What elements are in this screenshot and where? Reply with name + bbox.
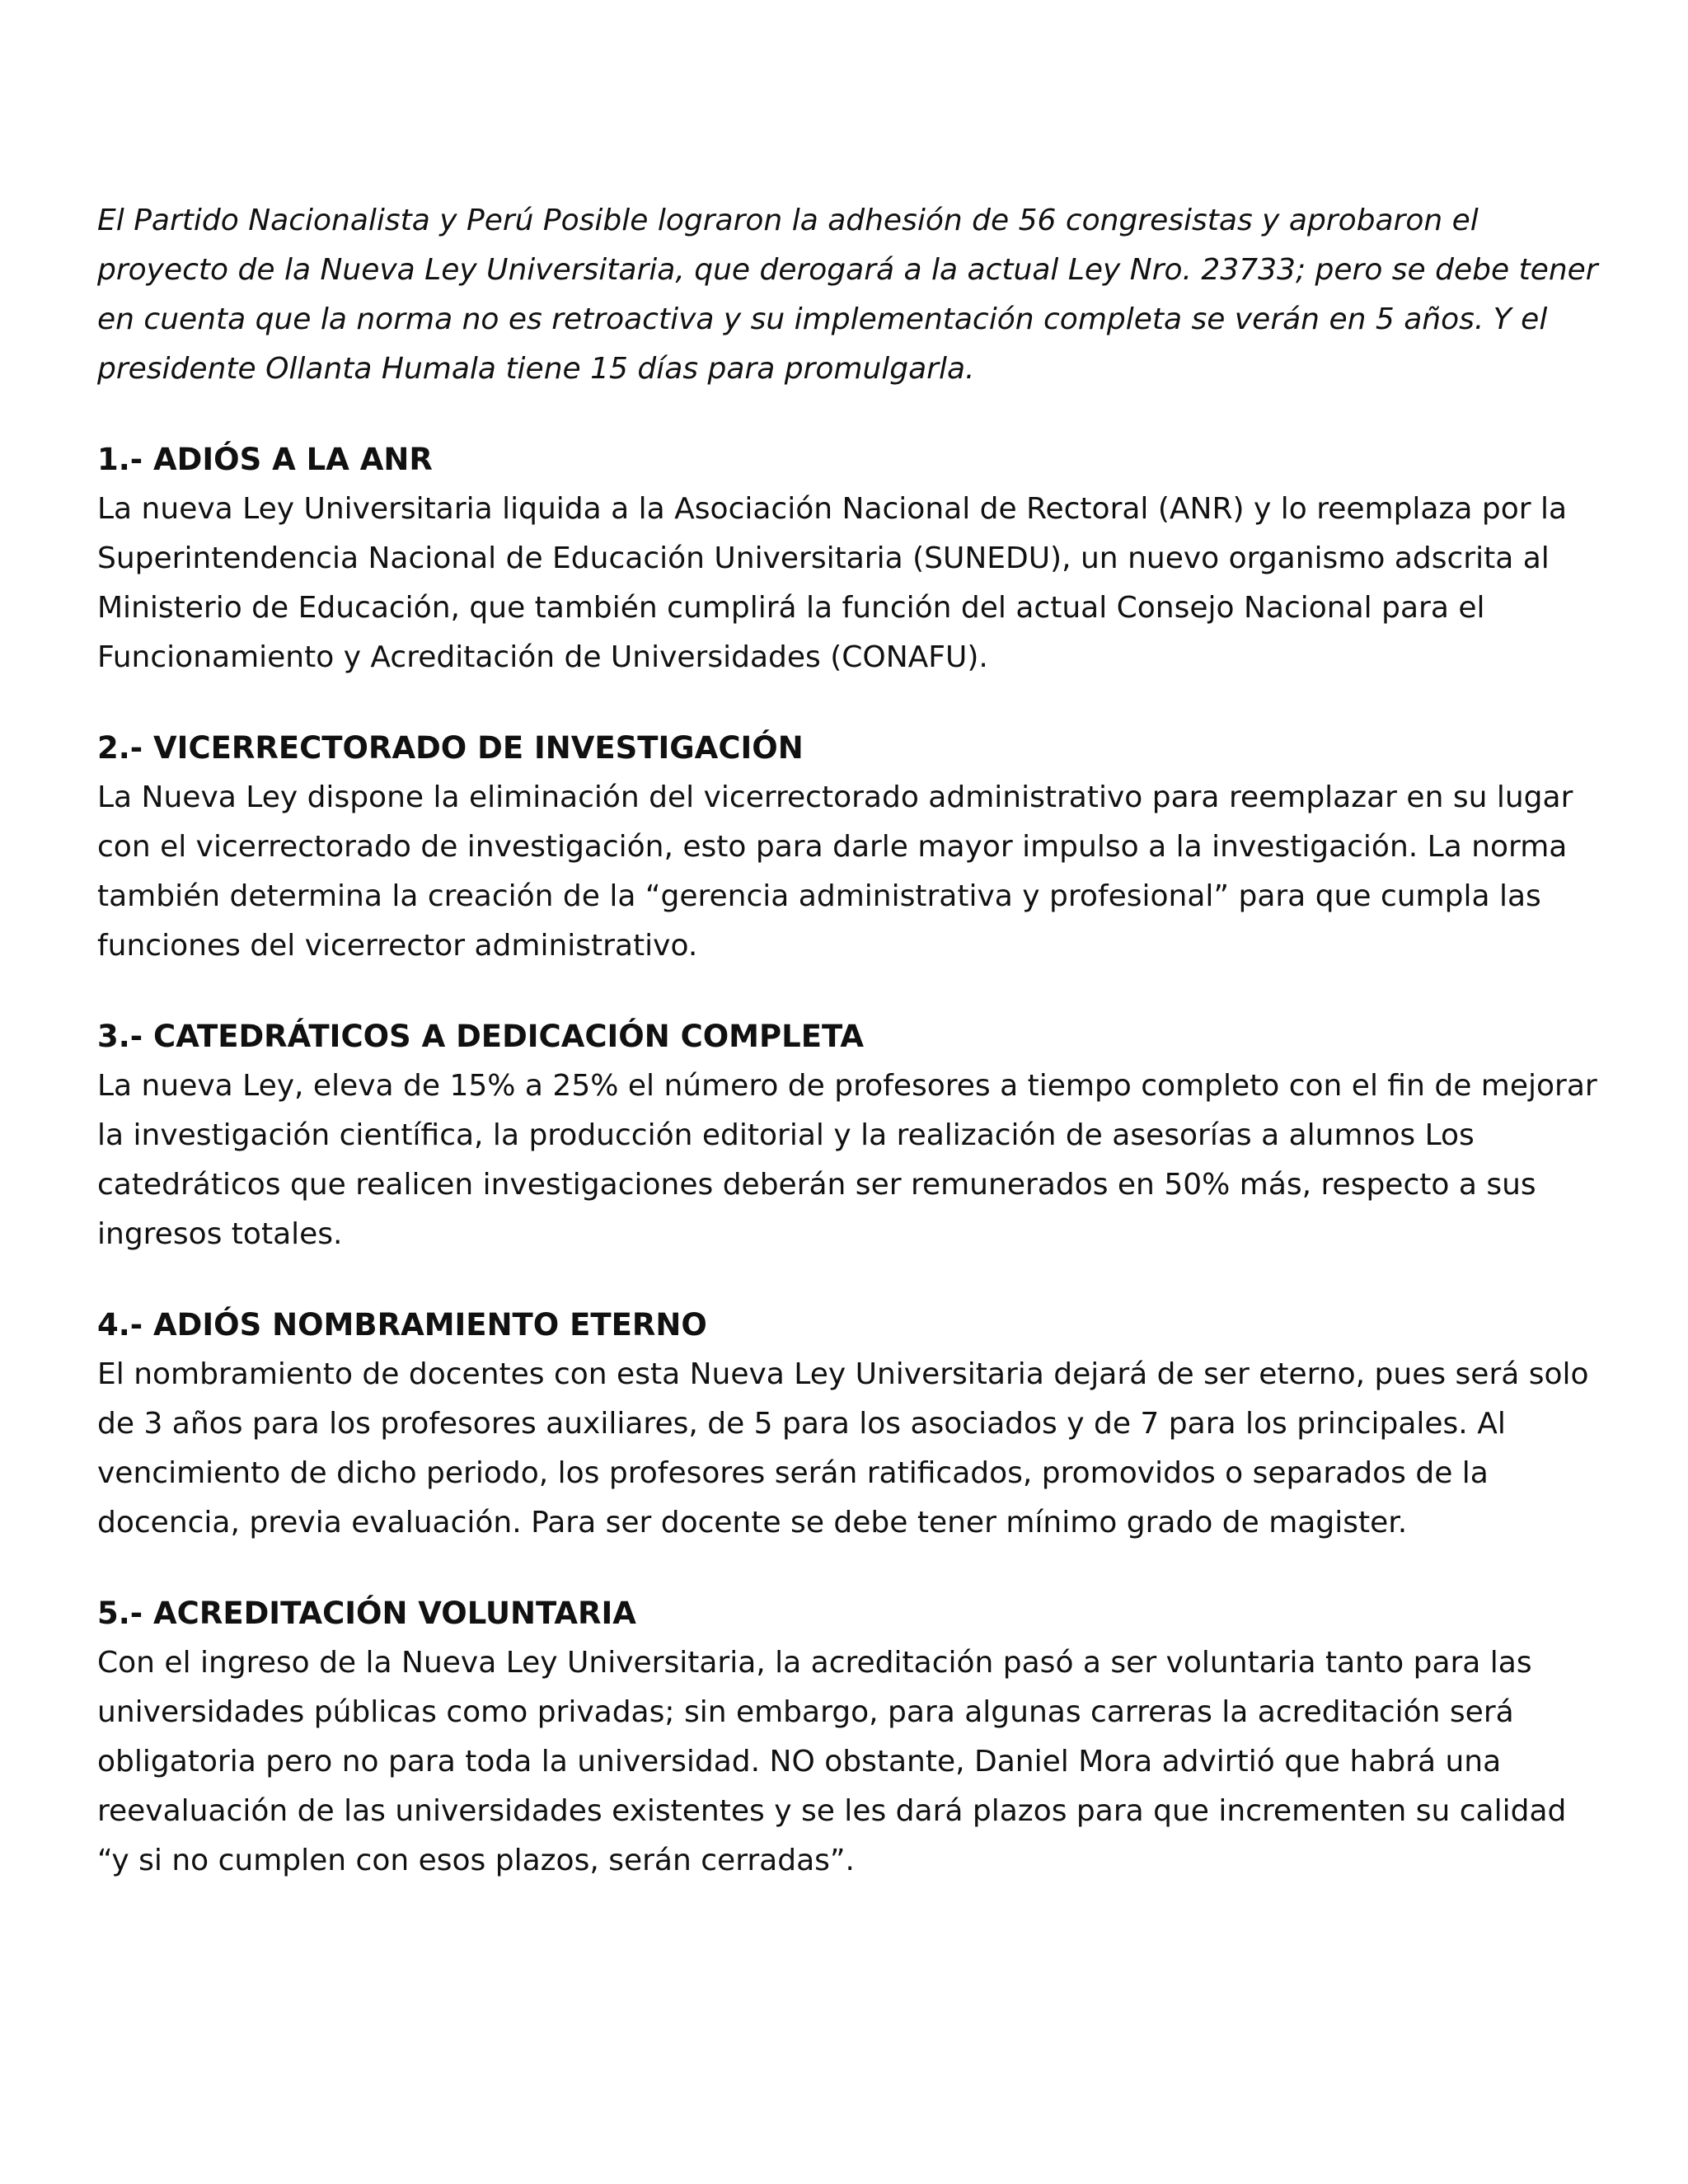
section-nombramiento (97, 1301, 1606, 1548)
section-vicerrectorado (97, 724, 1606, 971)
section-title: 2.- VICERRECTORADO DE INVESTIGACIÓN (97, 730, 804, 766)
intro-paragraph: El Partido Nacionalista y Perú Posible lograron la adhesión de 56 congresistas y aprobaron el proyecto de la Nueva Ley Universitaria, que derogará a la actual Ley Nro. 23733; pero se debe tener en cuenta que la norma no es retroactiva y su implementación completa se verán en 5 años. Y el presidente Ollanta Humala tiene 15 días para promulgarla. (97, 204, 1598, 386)
section-acreditacion (97, 1589, 1606, 1886)
section-title: 5.- ACREDITACIÓN VOLUNTARIA (97, 1596, 636, 1631)
section-title: 1.- ADIÓS A LA ANR (97, 442, 433, 477)
section-body: La nueva Ley, eleva de 15% a 25% el número de profesores a tiempo completo con el fin de mejorar la investigación científica, la producción editorial y la realización de asesorías a alumnos Los catedráticos que realicen investigaciones deberán ser remunerados en 50% más, respecto a sus ingresos totales. (97, 1069, 1597, 1251)
document-page (97, 196, 1606, 1886)
section-title: 4.- ADIÓS NOMBRAMIENTO ETERNO (97, 1307, 707, 1343)
section-title: 3.- CATEDRÁTICOS A DEDICACIÓN COMPLETA (97, 1019, 864, 1054)
section-body: La Nueva Ley dispone la eliminación del vicerrectorado administrativo para reemplazar en su lugar con el vicerrectorado de investigación, esto para darle mayor impulso a la investigación. La norma también determina la creación de la “gerencia administrativa y profesional” para que cumpla las funciones del vicerrector administrativo. (97, 780, 1573, 963)
section-anr (97, 435, 1606, 682)
section-body: Con el ingreso de la Nueva Ley Universitaria, la acreditación pasó a ser voluntaria tanto para las universidades públicas como privadas; sin embargo, para algunas carreras la acreditación será obligatoria pero no para toda la universidad. NO obstante, Daniel Mora advirtió que habrá una reevaluación de las universidades existentes y se les dará plazos para que incrementen su calidad “y si no cumplen con esos plazos, serán cerradas”. (97, 1646, 1567, 1877)
section-body: El nombramiento de docentes con esta Nueva Ley Universitaria dejará de ser eterno, pues será solo de 3 años para los profesores auxiliares, de 5 para los asociados y de 7 para los principales. Al vencimiento de dicho periodo, los profesores serán ratificados, promovidos o separados de la docencia, previa evaluación. Para ser docente se debe tener mínimo grado de magister. (97, 1357, 1589, 1540)
section-body: La nueva Ley Universitaria liquida a la Asociación Nacional de Rectoral (ANR) y lo reemplaza por la Superintendencia Nacional de Educación Universitaria (SUNEDU), un nuevo organismo adscrita al Ministerio de Educación, que también cumplirá la función del actual Consejo Nacional para el Funcionamiento y Acreditación de Universidades (CONAFU). (97, 492, 1568, 674)
section-catedraticos (97, 1012, 1606, 1259)
